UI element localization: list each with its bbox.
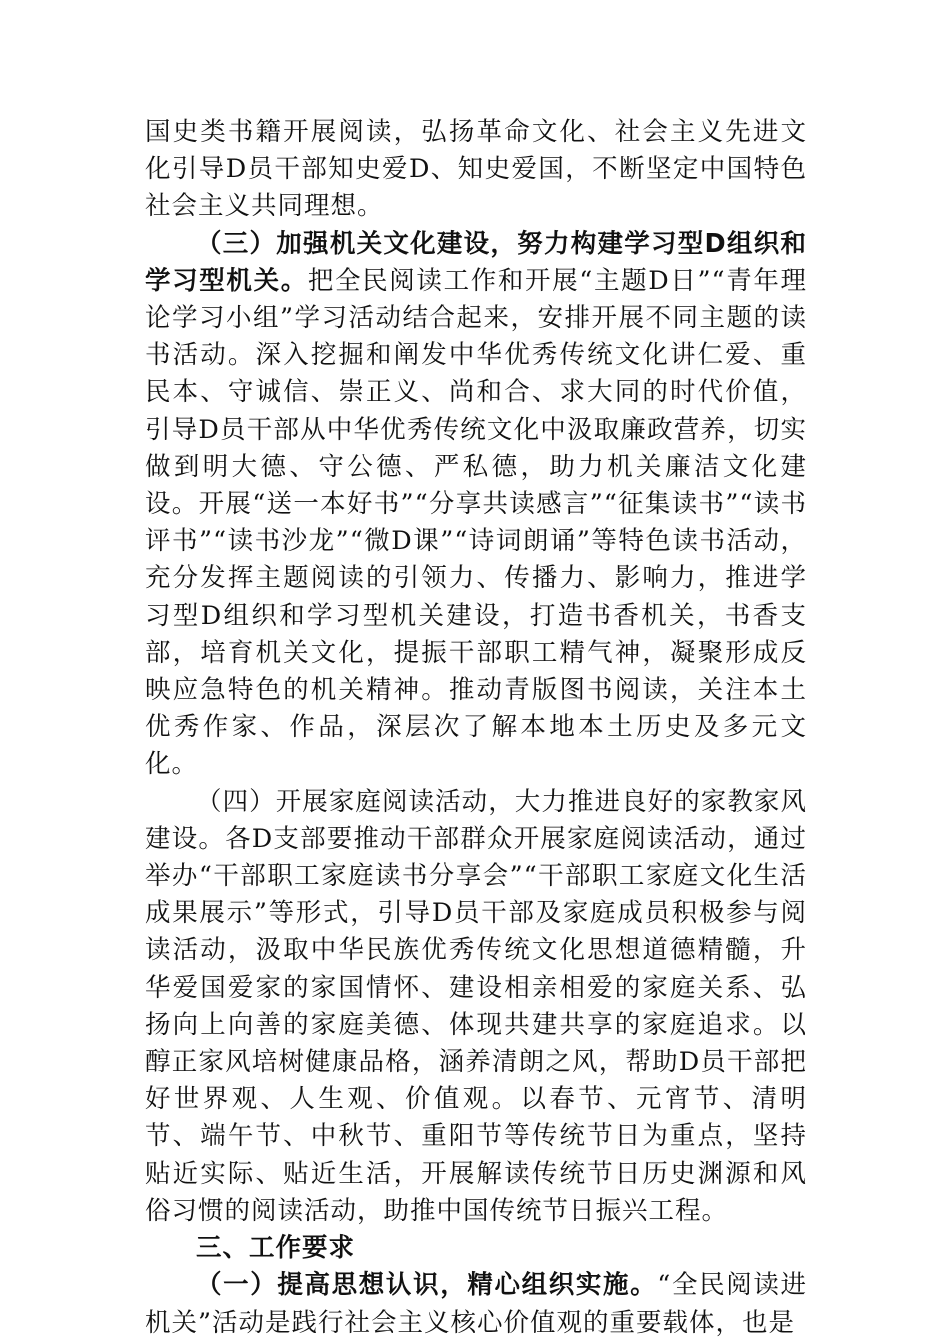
part-3-item-1-body: “全民阅读进机关”活动是践行社会主义核心价值观的重要载体，也是 [145,1270,807,1338]
document-page [145,114,807,1342]
paragraph-section-4: （四）开展家庭阅读活动，大力推进良好的家教家风建设。各D支部要推动干部群众开展家庭阅读活动，通过举办“干部职工家庭读书分享会”“干部职工家庭文化生活成果展示”等形式，引导D员干部及家庭成员积极参与阅读活动，汲取中华民族优秀传统文化思想道德精髓，升华爱国爱家的家国情怀、建设相亲相爱的家庭关系、弘扬向上向善的家庭美德、体现共建共享的家庭追求。以醇正家风培树健康品格，涵养清朗之风，帮助D员干部把好世界观、人生观、价值观。以春节、元宵节、清明节、端午节、中秋节、重阳节等传统节日为重点，坚持贴近实际、贴近生活，开展解读传统节日历史渊源和风俗习惯的阅读活动，助推中国传统节日振兴工程。 [145,786,807,1226]
part-3-heading: 三、工作要求 [196,1233,356,1264]
paragraph-section-3 [145,226,807,784]
part-3-item-1-title: （一）提高思想认识，精心组织实施。 [196,1270,658,1301]
section-3-body: 把全民阅读工作和开展“主题D日”“青年理论学习小组”学习活动结合起来，安排开展不同主题的读书活动。深入挖掘和阐发中华优秀传统文化讲仁爱、重民本、守诚信、崇正义、尚和合、求大同的时代价值，引导D员干部从中华优秀传统文化中汲取廉政营养，切实做到明大德、守公德、严私德，助力机关廉洁文化建设。开展“送一本好书”“分享共读感言”“征集读书”“读书评书”“读书沙龙”“微D课”“诗词朗诵”等特色读书活动，充分发挥主题阅读的引领力、传播力、影响力，推进学习型D组织和学习型机关建设，打造书香机关，书香支部，培育机关文化，提振干部职工精气神，凝聚形成反映应急特色的机关精神。推动青版图书阅读，关注本土优秀作家、作品，深层次了解本地本土历史及多元文化。 [145,265,807,780]
section-3-title: （三）加强机关文化建设，努力构建学习型D组织和学习型机关。 [145,228,807,296]
paragraph-part-3-item-1 [145,1267,807,1341]
paragraph-continuation: 国史类书籍开展阅读，弘扬革命文化、社会主义先进文化引导D员干部知史爱D、知史爱国，不断坚定中国特色社会主义共同理想。 [145,117,807,222]
